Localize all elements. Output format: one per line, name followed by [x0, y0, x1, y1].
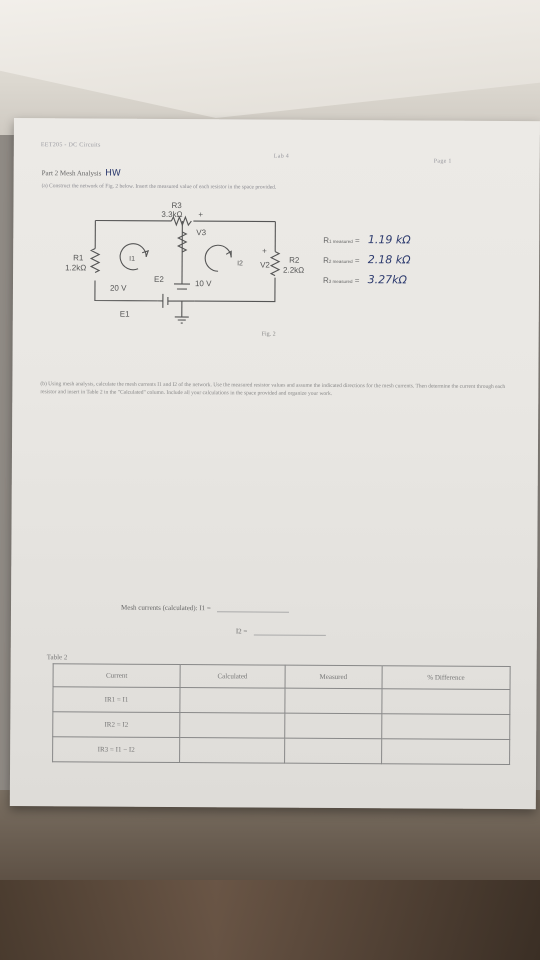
table-header-row: [53, 664, 510, 690]
r2-value: 2.2kΩ: [283, 265, 305, 275]
row-label: IR3 = I1 − I2: [53, 737, 180, 763]
r1-measured: [323, 233, 411, 247]
figure-caption: Fig. 2: [261, 331, 276, 338]
r1-measured-value: 1.19 kΩ: [367, 233, 411, 247]
r2-resistor: [271, 252, 279, 276]
table-row: [53, 712, 510, 740]
e2-battery: [174, 284, 190, 289]
r3-label: R3: [171, 200, 182, 211]
r3-measured-value: 3.27kΩ: [367, 273, 408, 287]
e2-label: E2: [153, 274, 164, 284]
course-header: EET205 - DC Circuits: [40, 142, 101, 149]
circuit-diagram: [13, 118, 540, 361]
r3-measured: [323, 273, 407, 287]
mesh-i2-label: I2: [237, 260, 243, 268]
header-percent-difference: % Difference: [382, 666, 510, 690]
r2-measured: [323, 253, 411, 267]
mesh-current-i1-label: Mesh currents (calculated): I1 =: [120, 603, 211, 613]
r2-measured-eq: =: [354, 256, 360, 266]
handwritten-hw: HW: [105, 168, 121, 179]
lab-header: Lab 4: [273, 153, 290, 160]
background-wood: [0, 880, 540, 960]
r1-measured-label: R: [323, 235, 330, 245]
r2-label: R2: [289, 255, 300, 265]
table-2: [52, 663, 511, 765]
worksheet-page: [10, 118, 540, 809]
measured-cell[interactable]: [285, 688, 382, 714]
r2-measured-sub: 2 measured: [328, 258, 353, 265]
mesh-current-i2-label: I2 =: [235, 627, 248, 636]
e1-label: E1: [119, 309, 130, 319]
table-caption: Table 2: [46, 653, 68, 662]
r3-measured-eq: =: [354, 276, 360, 286]
instruction-b: (b) Using mesh analysis, calculate the mesh currents I1 and I2 of the network. Use the measured resistor values and assume the indicated directions for the mesh currents. Then determine the current through each resistor and insert in Table 2 in the "Calculated" column. Include all your calculations in the space provided and organize your work.: [40, 381, 506, 397]
header-measured: Measured: [285, 665, 382, 689]
calculated-cell[interactable]: [180, 738, 285, 764]
mesh-current-i1: [121, 604, 289, 613]
e1-battery: [158, 294, 195, 308]
v2-plus: +: [262, 246, 267, 256]
row-label: IR2 = I2: [53, 712, 180, 738]
r3-measured-sub: 3 measured: [328, 278, 353, 285]
r1-label: R1: [73, 253, 84, 263]
table-row: [53, 737, 510, 765]
r1-value: 1.2kΩ: [65, 263, 87, 273]
header-calculated: Calculated: [180, 665, 285, 689]
page-number: Page 1: [433, 158, 452, 165]
ground-symbol: [175, 317, 189, 323]
difference-cell[interactable]: [382, 714, 510, 740]
measured-cell[interactable]: [284, 738, 381, 764]
instruction-a: (a) Construct the network of Fig. 2 below. Insert the measured value of each resistor in the space provided.: [41, 183, 277, 191]
v2-label: V2: [260, 260, 270, 270]
r1-measured-eq: =: [355, 236, 360, 246]
difference-cell[interactable]: [381, 739, 509, 765]
r1-resistor: [91, 248, 99, 272]
calculated-cell[interactable]: [180, 713, 285, 739]
r3-value: 3.3kΩ: [161, 209, 183, 220]
part-title-text: Part 2 Mesh Analysis: [41, 169, 102, 178]
v3-plus: +: [198, 210, 204, 220]
r3-measured-label: R: [322, 275, 329, 285]
v3-label: V3: [196, 228, 207, 238]
wire-top-right: [193, 221, 275, 222]
measured-cell[interactable]: [284, 713, 381, 739]
r2-measured-value: 2.18 kΩ: [367, 253, 411, 267]
table-row: [53, 687, 510, 715]
mesh-i1-arrowhead: [142, 251, 148, 257]
mesh-i1-answer-blank[interactable]: [217, 611, 289, 612]
header-current: Current: [53, 664, 180, 688]
mesh-i1-label: I1: [129, 255, 136, 263]
difference-cell[interactable]: [382, 689, 510, 715]
e2-value: 10 V: [194, 279, 212, 289]
row-label: IR1 = I1: [53, 687, 180, 713]
r2-measured-label: R: [323, 255, 329, 265]
r1-measured-sub: 1 measured: [329, 238, 353, 245]
mesh-i2-arrow: [205, 245, 231, 271]
mesh-current-i2: [236, 627, 326, 636]
e1-value: 20 V: [109, 283, 127, 293]
mesh-i2-answer-blank[interactable]: [253, 634, 325, 635]
calculated-cell[interactable]: [180, 688, 285, 714]
